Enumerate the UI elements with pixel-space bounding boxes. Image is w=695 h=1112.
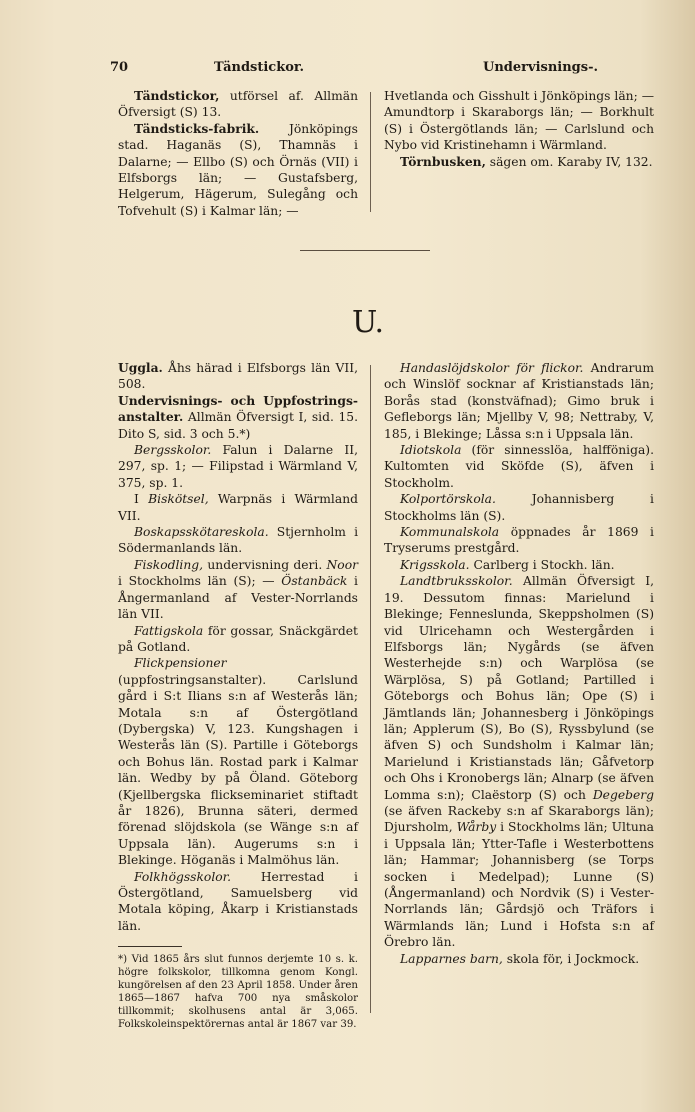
top-left-column <box>118 88 358 219</box>
entry-lapparnes-barn: Lapparnes barn, skola för, i Jockmock. <box>400 951 640 966</box>
footnote-rule <box>118 946 182 947</box>
page-number: 70 <box>110 60 129 75</box>
top-right-column <box>384 88 654 170</box>
entry-landtbruksskolor: Landtbruksskolor. Allmän Öfversigt I, 19. Dessutom finnas: Marielund i Blekinge; Fenneslunda, Skeppsholmen (S) vid Ulricehamn och Westergården i Elfsborgs län; Nygårds (se äfven Westerhejde s:n) och Warplösa (se Wärplösa, S) på Gotland; Partilled i Göteborgs och Bohus län; Ope (S) i Jämtlands län; Johannesberg i Jönköpings län; Applerum (S), Bo (S), Ryssbylund (se äfven S) och Sundsholm i Kalmar län; Marielund i Kristianstads län; Gåfvetorp och Ohs i Kronobergs län; Alnarp (se äfven Lomma s:n); Claëstorp (S) och Degeberg (se äfven Rackeby s:n af Skaraborgs län); Djursholm, Wårby i Stockholms län; Ultuna i Uppsala län; Ytter-Tafle i Westerbottens län; Hammar; Johannisberg (se Torps socken i Medelpad); Lunne (S) (Ångermanland) och Nordvik (S) i Vester-Norrlands län; Gårdsjö och Träfors i Wärmlands län; Lund i Hofsta s:n af Örebro län. <box>384 574 654 950</box>
entry-tandstickor: Tändstickor, utförsel af. Allmän Öfversigt (S) 13. <box>118 88 358 120</box>
section-divider <box>300 250 430 251</box>
entry-continuation: Hvetlanda och Gisshult i Jönköpings län; — Amundtorp i Skaraborgs län; — Borkhult (S) i Östergötlands län; — Carlslund och Nybo vid Kristinehamn i Wärmland. <box>384 89 654 153</box>
entry-tandsticks-fabrik: Tändsticks-fabrik. Jönköpings stad. Haganäs (S), Thamnäs i Dalarne; — Ellbo (S) och Örnäs (VII) i Elfsborgs län; — Gustafsberg, Helgerum, Hägerum, Sulegång och Tofvehult (S) i Kalmar län; — <box>118 120 358 218</box>
footnote: *) Vid 1865 års slut funnos derjemte 10 s. k. högre folkskolor, tillkomna genom Kongl. kungörelsen af den 23 April 1858. Under åren 1865—1867 hafva 700 nya småskolor tillkommit; skolhusens antal är 3,065. Folkskoleinspektörernas antal är 1867 var 39. <box>118 954 358 1031</box>
entry-fiskodling: Fiskodling, undervisning deri. Noor i Stockholms län (S); — Östanbäck i Ångermanland af Vester-Norrlands län VII. <box>118 557 358 622</box>
entry-folkhogsskolor: Folkhögsskolor. Herrestad i Östergötland, Samuelsberg vid Motala köping, Åkarp i Kristianstads län. <box>118 869 358 933</box>
entry-fattigskola: Fattigskola för gossar, Snäckgärdet på Gotland. <box>118 623 358 654</box>
entry-tornbusken: Törnbusken, sägen om. Karaby IV, 132. <box>400 153 653 169</box>
entry-kolportorskola: Kolportörskola. Johannisberg i Stockholms län (S). <box>384 492 654 523</box>
column-divider <box>370 365 371 1013</box>
entry-boskapsskotareskola: Boskapsskötareskola. Stjernholm i Södermanlands län. <box>118 525 358 556</box>
entry-bergsskolor: Bergsskolor. Falun i Dalarne II, 297, sp. 1; — Filipstad i Wärmland V, 375, sp. 1. <box>118 443 358 490</box>
running-header <box>110 60 598 80</box>
left-column <box>118 360 358 1031</box>
header-right-catchword: Undervisnings-. <box>483 60 598 75</box>
entry-handaslojdskolor: Handaslöjdskolor för flickor. Andrarum och Winslöf socknar af Kristianstads län; Borås stad (konstväfnad); Gimo bruk i Gefleborgs län; Mjellby V, 98; Nettraby, V, 185, i Blekinge; Låssa s:n i Uppsala län. <box>384 361 654 441</box>
section-letter: U. <box>352 305 385 340</box>
entry-idiotskola: Idiotskola (för sinnesslöa, halfföniga). Kultomten vid Sköfde (S), äfven i Stockholm. <box>384 443 654 490</box>
entry-kommunalskola: Kommunalskola öppnades år 1869 i Tryserums prestgård. <box>384 525 654 556</box>
right-column <box>384 360 654 967</box>
entry-biskotsel: I Biskötsel, Warpnäs i Wärmland VII. <box>118 492 358 523</box>
entry-krigsskola: Krigsskola. Carlberg i Stockh. län. <box>400 557 615 572</box>
entry-flickpensioner: Flickpensioner (uppfostringsanstalter). Carlslund gård i S:t Ilians s:n af Westerås län; Motala s:n af Östergötland (Dybergska) V, 123. Kungshagen i Westerås län (S). Partille i Göteborgs och Bohus län. Rostad park i Kalmar län. Wedby by på Öland. Göteborg (Kjellbergska flickseminariet stiftadt år 1826), Brunna säteri, dermed förenad slöjdskola (se Wänge s:n af Uppsala län). Augerums s:n i Blekinge. Höganäs i Malmöhus län. <box>118 656 358 868</box>
column-divider-top <box>370 92 371 212</box>
header-left-catchword: Tändstickor. <box>214 60 305 75</box>
entry-undervisnings: Undervisnings- och Uppfostrings-anstalter. Allmän Öfversigt I, sid. 15. Dito S, sid. 3 och 5.*) <box>118 392 358 441</box>
entry-uggla: Uggla. Åhs härad i Elfsborgs län VII, 508. <box>118 360 358 392</box>
